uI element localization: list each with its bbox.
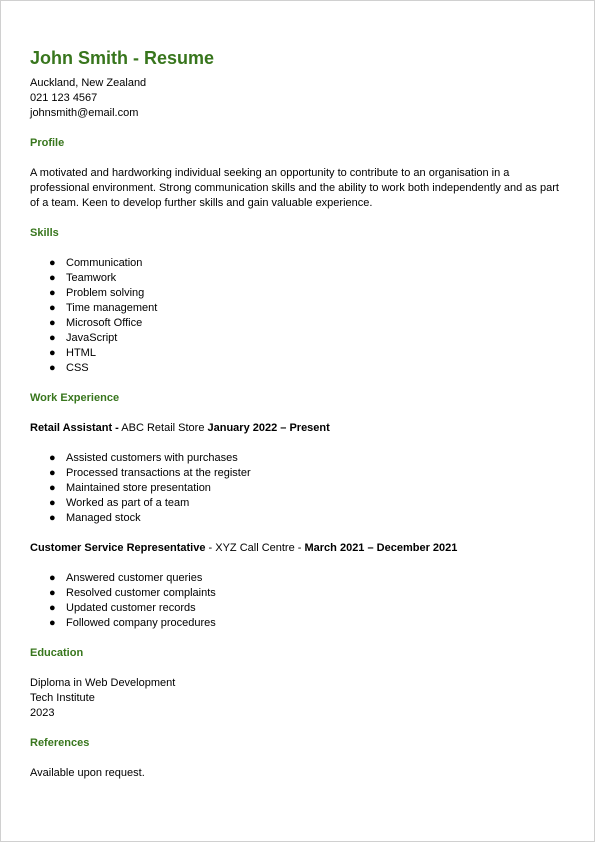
profile-heading: Profile [30, 137, 65, 149]
list-item [30, 586, 565, 601]
bullet-icon: ● [49, 602, 56, 614]
bullet-icon: ● [49, 587, 56, 599]
skills-heading: Skills [30, 227, 59, 239]
list-item [30, 571, 565, 586]
skill-label: Communication [66, 257, 143, 269]
list-item [30, 451, 565, 466]
list-item [30, 286, 565, 301]
duty-label: Answered customer queries [66, 572, 203, 584]
skill-label: Microsoft Office [66, 317, 143, 329]
list-item [30, 331, 565, 346]
duty-label: Resolved customer complaints [66, 587, 216, 599]
duty-label: Managed stock [66, 512, 141, 524]
list-item [30, 481, 565, 496]
education-institution: Tech Institute [30, 692, 95, 704]
list-item [30, 346, 565, 361]
duty-label: Followed company procedures [66, 617, 216, 629]
bullet-icon: ● [49, 467, 56, 479]
location-text: Auckland, New Zealand [30, 77, 147, 89]
skill-label: Teamwork [66, 272, 117, 284]
skill-label: Problem solving [66, 287, 145, 299]
education-year: 2023 [30, 707, 55, 719]
job-1-title: Retail Assistant - [30, 422, 119, 434]
skill-label: CSS [66, 362, 89, 374]
duty-label: Processed transactions at the register [66, 467, 251, 479]
job-2-title: Customer Service Representative [30, 542, 206, 554]
email-text: johnsmith@email.com [30, 107, 139, 119]
job-1-line [30, 421, 565, 436]
list-item [30, 496, 565, 511]
experience-heading: Work Experience [30, 392, 120, 404]
job-1-company: ABC Retail Store [118, 422, 208, 434]
skill-label: JavaScript [66, 332, 118, 344]
list-item [30, 361, 565, 376]
list-item [30, 616, 565, 631]
references-text: Available upon request. [30, 767, 145, 779]
education-heading: Education [30, 647, 84, 659]
job-1-dates: January 2022 – Present [207, 422, 330, 434]
bullet-icon: ● [49, 362, 56, 374]
bullet-icon: ● [49, 302, 56, 314]
job-2-duties [30, 571, 565, 631]
bullet-icon: ● [49, 452, 56, 464]
phone-text: 021 123 4567 [30, 92, 98, 104]
list-item [30, 511, 565, 526]
list-item [30, 466, 565, 481]
list-item [30, 271, 565, 286]
list-item [30, 601, 565, 616]
bullet-icon: ● [49, 272, 56, 284]
job-1-duties [30, 451, 565, 526]
references-heading: References [30, 737, 90, 749]
profile-text: A motivated and hardworking individual seeking an opportunity to contribute to an organisation in a professional environment. Strong communication skills and the ability to work both independently and as part of a team. Keen to develop further skills and gain valuable experience. [30, 167, 559, 209]
duty-label: Updated customer records [66, 602, 196, 614]
bullet-icon: ● [49, 257, 56, 269]
bullet-icon: ● [49, 512, 56, 524]
skill-label: HTML [66, 347, 96, 359]
list-item [30, 301, 565, 316]
duty-label: Worked as part of a team [66, 497, 190, 509]
skill-label: Time management [66, 302, 158, 314]
resume-title: John Smith - Resume [30, 48, 215, 68]
job-2-line [30, 541, 565, 556]
duty-label: Assisted customers with purchases [66, 452, 238, 464]
list-item [30, 316, 565, 331]
education-qualification: Diploma in Web Development [30, 677, 176, 689]
list-item [30, 256, 565, 271]
bullet-icon: ● [49, 482, 56, 494]
bullet-icon: ● [49, 332, 56, 344]
job-2-dates: March 2021 – December 2021 [304, 542, 458, 554]
bullet-icon: ● [49, 317, 56, 329]
bullet-icon: ● [49, 617, 56, 629]
bullet-icon: ● [49, 572, 56, 584]
bullet-icon: ● [49, 497, 56, 509]
bullet-icon: ● [49, 287, 56, 299]
resume-content [30, 45, 565, 781]
duty-label: Maintained store presentation [66, 482, 211, 494]
job-2-company: - XYZ Call Centre - [205, 542, 305, 554]
bullet-icon: ● [49, 347, 56, 359]
skills-list [30, 256, 565, 376]
